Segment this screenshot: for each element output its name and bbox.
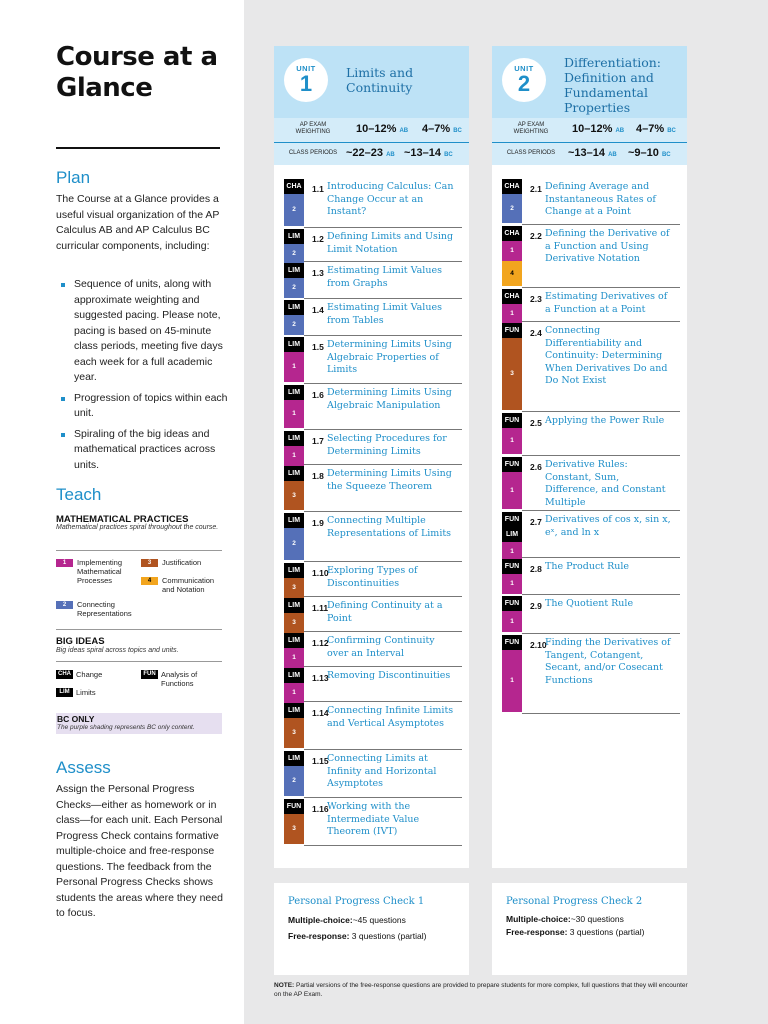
practice-swatch: 3 — [141, 559, 158, 567]
big-ideas-note: Big ideas spiral across topics and units. — [56, 647, 179, 654]
big-idea-change — [56, 670, 102, 679]
topic-row — [284, 668, 462, 703]
topic-divider — [522, 321, 680, 322]
footnote — [274, 981, 694, 999]
topic-number: 2.9 — [530, 601, 542, 611]
weighting-label: AP EXAM WEIGHTING — [295, 122, 331, 135]
big-idea-label: Analysis of Functions — [161, 670, 198, 688]
big-idea-label: Change — [76, 670, 103, 679]
big-idea-tag: CHA — [502, 289, 522, 304]
topic-number: 1.8 — [312, 471, 324, 481]
practice-number: 1 — [284, 352, 304, 382]
ppc-title[interactable]: Personal Progress Check 1 — [288, 896, 425, 907]
topic-number: 1.15 — [312, 756, 329, 766]
topic-number: 1.16 — [312, 804, 329, 814]
practices-note: Mathematical practices spiral throughout the course. — [56, 524, 219, 531]
practice-label: Implementing Mathematical Processes — [77, 558, 123, 585]
ppc-multiple-choice — [288, 915, 406, 925]
topic-title-link[interactable]: Estimating Limit Values from Graphs — [327, 265, 442, 289]
teach-heading: Teach — [56, 485, 102, 504]
topic-tag-bar — [284, 751, 304, 796]
big-idea-tag: LIM — [284, 229, 304, 244]
ppc-free-response — [288, 931, 426, 941]
practice-number: 1 — [502, 542, 522, 562]
big-idea-tag: LIM — [56, 688, 73, 697]
topic-divider — [522, 224, 680, 225]
big-idea-tag: LIM — [284, 466, 304, 481]
topic-row — [284, 385, 462, 431]
divider — [492, 142, 687, 143]
topic-title-link[interactable]: Connecting Limits at Infinity and Horizontal Asymptotes — [327, 753, 437, 789]
fr-label: Free-response: — [288, 931, 350, 941]
weighting-label: AP EXAM WEIGHTING — [513, 122, 549, 135]
ppc-multiple-choice — [506, 914, 624, 924]
topic-number: 2.1 — [530, 184, 542, 194]
sidebar — [0, 0, 244, 1024]
topic-row — [502, 635, 680, 715]
weighting-ab-value: 10–12% — [572, 123, 613, 135]
topic-tag-bar — [502, 323, 522, 410]
mc-label: Multiple-choice: — [288, 915, 353, 925]
practice-number: 1 — [502, 304, 522, 324]
topic-row — [502, 226, 680, 289]
unit-number-badge — [502, 58, 546, 102]
ppc-free-response — [506, 927, 644, 937]
topic-divider — [522, 510, 680, 511]
topic-title-link[interactable]: Derivative Rules: Constant, Sum, Difference, and Constant Multiple — [545, 459, 666, 508]
weighting-bc — [422, 123, 462, 135]
topic-number: 2.2 — [530, 231, 542, 241]
periods-ab-value: ~13–14 — [568, 147, 606, 159]
periods-ab — [568, 147, 617, 159]
topic-tag-bar — [284, 513, 304, 560]
list-item — [56, 277, 228, 386]
big-idea-tag: FUN — [502, 413, 522, 428]
assess-heading: Assess — [56, 758, 111, 777]
topic-number: 1.1 — [312, 184, 324, 194]
topic-divider — [522, 411, 680, 412]
weighting-bc-value: 4–7% — [636, 123, 665, 135]
topic-title-link[interactable]: Exploring Types of Discontinuities — [327, 565, 418, 589]
topic-divider — [304, 845, 462, 846]
practice-number: 2 — [502, 194, 522, 223]
topic-number: 2.7 — [530, 517, 542, 527]
big-idea-tag: LIM — [284, 300, 304, 315]
topic-tag-bar — [502, 635, 522, 712]
bc-label: BC — [453, 128, 462, 134]
big-idea-tag: LIM — [284, 431, 304, 446]
bc-label: BC — [444, 152, 453, 158]
periods-label: CLASS PERIODS — [288, 150, 338, 156]
topic-tag-bar — [284, 633, 304, 668]
topic-row — [502, 512, 680, 559]
unit-header — [274, 46, 469, 118]
unit-title: Differentiation: Definition and Fundamental Properties — [564, 55, 662, 115]
periods-ab — [346, 147, 395, 159]
topic-row — [502, 596, 680, 635]
mc-label: Multiple-choice: — [506, 914, 571, 924]
big-idea-tag: LIM — [502, 527, 522, 542]
topic-number: 1.14 — [312, 708, 329, 718]
topic-number: 1.12 — [312, 638, 329, 648]
topic-divider — [304, 464, 462, 465]
topic-row — [284, 431, 462, 466]
topic-row — [502, 323, 680, 413]
practice-swatch: 2 — [56, 601, 73, 609]
topic-divider — [304, 298, 462, 299]
divider — [274, 142, 469, 143]
topic-title-link[interactable]: Estimating Derivatives of a Function at a Point — [545, 291, 668, 315]
weighting-ab — [356, 123, 408, 135]
weighting-ab — [572, 123, 624, 135]
divider — [56, 629, 222, 630]
topic-number: 2.8 — [530, 564, 542, 574]
practice-label: Justification — [162, 558, 202, 567]
practice-number: 1 — [502, 472, 522, 509]
topic-number: 2.4 — [530, 328, 542, 338]
practice-number: 3 — [284, 814, 304, 844]
topic-row — [284, 633, 462, 668]
practice-legend-3 — [141, 558, 226, 567]
weighting-ab-value: 10–12% — [356, 123, 397, 135]
topic-title-link[interactable]: Working with the Intermediate Value Theorem (IVT) — [327, 801, 420, 837]
topic-number: 1.9 — [312, 518, 324, 528]
topic-title-link[interactable]: Removing Discontinuities — [327, 670, 451, 681]
topic-number: 1.7 — [312, 436, 324, 446]
topic-title-link[interactable]: Defining Average and Instantaneous Rates of Change at a Point — [545, 181, 656, 217]
unit-1-column — [274, 46, 469, 868]
plan-bullet-text: Progression of topics within each unit. — [74, 391, 228, 419]
big-idea-functions — [141, 670, 226, 688]
bc-only-box — [56, 713, 222, 734]
practice-number: 1 — [502, 650, 522, 712]
topic-divider — [304, 596, 462, 597]
topic-row — [284, 337, 462, 385]
topic-divider — [304, 261, 462, 262]
practice-legend-2 — [56, 600, 141, 618]
practices-heading: MATHEMATICAL PRACTICES — [56, 514, 189, 525]
topic-row — [502, 289, 680, 323]
practice-swatch: 1 — [56, 559, 73, 567]
page-title: Course at a Glance — [56, 42, 218, 103]
topic-number: 1.13 — [312, 673, 329, 683]
topic-tag-bar — [502, 457, 522, 509]
topic-row — [502, 179, 680, 226]
topic-title-link[interactable]: The Product Rule — [545, 561, 630, 572]
topic-title-link[interactable]: Determining Limits Using Algebraic Properties of Limits — [327, 339, 452, 375]
bc-label: BC — [661, 152, 671, 158]
topic-title-link[interactable]: Defining Continuity at a Point — [327, 600, 443, 624]
assess-text: Assign the Personal Progress Checks—either as homework or in class—for each unit. Each Personal Progress Check contains formative multiple-choice and free-response questions. The feedback from the Personal Progress Checks shows students the areas where they need to focus. — [56, 783, 223, 919]
divider — [56, 661, 222, 662]
ab-label: AB — [615, 128, 625, 134]
ab-label: AB — [608, 152, 617, 158]
big-idea-tag: LIM — [284, 385, 304, 400]
big-idea-tag: LIM — [284, 668, 304, 683]
big-idea-tag: FUN — [502, 512, 522, 527]
practice-number: 3 — [284, 613, 304, 633]
practice-number: 4 — [502, 261, 522, 286]
topic-row — [502, 413, 680, 457]
topic-title-link[interactable]: The Quotient Rule — [545, 598, 634, 609]
topic-title-link[interactable]: Selecting Procedures for Determining Limits — [327, 433, 447, 457]
fr-value: 3 questions (partial) — [569, 927, 645, 937]
practice-legend-1 — [56, 558, 141, 585]
big-idea-label: Limits — [76, 688, 96, 697]
topic-divider — [304, 797, 462, 798]
plan-bullet-text: Sequence of units, along with approximate weighting and suggested pacing. Please note, pacing is based on 45-minute class periods, meeting five days each week for a full academic year. — [74, 278, 223, 383]
big-idea-tag: FUN — [502, 559, 522, 574]
topic-title-link[interactable]: Determining Limits Using Algebraic Manipulation — [327, 387, 452, 411]
plan-bullet-list — [56, 277, 228, 478]
topic-tag-bar — [502, 226, 522, 286]
bullet-icon — [61, 397, 65, 401]
topic-title-link[interactable]: Finding the Derivatives of Tangent, Cotangent, Secant, and/or Cosecant Functions — [545, 637, 671, 686]
list-item — [56, 427, 228, 474]
topic-divider — [304, 666, 462, 667]
topic-row — [284, 598, 462, 633]
bc-only-heading: BC ONLY — [57, 714, 95, 724]
practice-number: 2 — [284, 194, 304, 226]
topic-title-link[interactable]: Defining the Derivative of a Function and Using Derivative Notation — [545, 228, 670, 264]
big-idea-tag: LIM — [284, 751, 304, 766]
topic-title-link[interactable]: Confirming Continuity over an Interval — [327, 635, 435, 659]
topic-divider — [304, 631, 462, 632]
mc-value: ~30 questions — [570, 914, 624, 924]
topic-row — [284, 263, 462, 300]
practice-number: 1 — [502, 241, 522, 261]
topic-row — [502, 457, 680, 512]
topic-divider — [522, 713, 680, 714]
topic-row — [284, 513, 462, 563]
unit-number: 1 — [299, 71, 313, 96]
practice-number: 1 — [502, 611, 522, 632]
topic-title-link[interactable]: Connecting Differentiability and Continuity: Determining When Derivatives Do and Do Not Exist — [545, 325, 668, 386]
topic-tag-bar — [284, 466, 304, 510]
practice-number: 1 — [284, 648, 304, 668]
topic-divider — [304, 383, 462, 384]
topic-tag-bar — [502, 512, 522, 562]
big-idea-tag: FUN — [502, 323, 522, 338]
topic-tag-bar — [502, 596, 522, 632]
practice-number: 1 — [502, 574, 522, 594]
personal-progress-check-2[interactable] — [492, 883, 687, 975]
big-idea-tag: CHA — [502, 179, 522, 194]
unit-weighting-band — [274, 118, 469, 165]
topic-divider — [304, 335, 462, 336]
big-idea-tag: LIM — [284, 563, 304, 578]
practice-number: 2 — [284, 278, 304, 298]
topic-divider — [522, 455, 680, 456]
title-divider — [56, 147, 220, 149]
topic-row — [284, 179, 462, 229]
topic-title-link[interactable]: Estimating Limit Values from Tables — [327, 302, 442, 326]
topic-tag-bar — [284, 229, 304, 264]
topic-tag-bar — [284, 668, 304, 703]
topic-number: 2.3 — [530, 294, 542, 304]
practice-number: 2 — [284, 244, 304, 264]
practice-number: 1 — [284, 683, 304, 703]
big-idea-tag: CHA — [502, 226, 522, 241]
topic-number: 1.3 — [312, 268, 324, 278]
unit-word: UNIT — [514, 64, 534, 73]
big-idea-tag: LIM — [284, 703, 304, 718]
weighting-bc-value: 4–7% — [422, 123, 451, 135]
practice-legend-4 — [141, 576, 226, 594]
plan-bullet-text: Spiraling of the big ideas and mathematical practices across units. — [74, 427, 216, 471]
topic-tag-bar — [284, 337, 304, 382]
bullet-icon — [61, 283, 65, 287]
bc-only-note: The purple shading represents BC only content. — [57, 724, 195, 731]
big-idea-tag: LIM — [284, 337, 304, 352]
topic-divider — [304, 701, 462, 702]
practice-number: 2 — [284, 766, 304, 796]
topic-tag-bar — [284, 179, 304, 226]
unit-number: 2 — [517, 71, 531, 96]
big-idea-tag: LIM — [284, 513, 304, 528]
big-idea-tag: FUN — [502, 457, 522, 472]
topic-divider — [304, 429, 462, 430]
periods-ab-value: ~22–23 — [346, 147, 384, 159]
periods-bc-value: ~9–10 — [628, 147, 659, 159]
topic-tag-bar — [502, 289, 522, 324]
ppc-title[interactable]: Personal Progress Check 2 — [506, 896, 643, 907]
topic-divider — [304, 561, 462, 562]
topic-number: 2.10 — [530, 640, 547, 650]
big-ideas-heading: BIG IDEAS — [56, 636, 105, 647]
ab-label: AB — [386, 152, 395, 158]
plan-intro: The Course at a Glance provides a useful visual organization of the AP Calculus AB and AP Calculus BC curricular components, including: — [56, 193, 220, 252]
topic-tag-bar — [284, 385, 304, 428]
topic-number: 1.10 — [312, 568, 329, 578]
bc-label: BC — [667, 128, 676, 134]
topic-row — [284, 300, 462, 337]
topic-row — [284, 799, 462, 847]
topic-tag-bar — [502, 179, 522, 223]
practice-number: 3 — [284, 481, 304, 510]
topic-row — [284, 229, 462, 263]
topic-tag-bar — [284, 263, 304, 298]
topic-title-link[interactable]: Determining Limits Using the Squeeze Theorem — [327, 468, 452, 492]
periods-label: CLASS PERIODS — [506, 150, 556, 156]
topic-divider — [522, 633, 680, 634]
topic-number: 1.2 — [312, 234, 324, 244]
big-idea-tag: FUN — [502, 596, 522, 611]
fr-label: Free-response: — [506, 927, 568, 937]
topic-tag-bar — [502, 413, 522, 454]
mc-value: ~45 questions — [352, 915, 406, 925]
practice-number: 1 — [284, 400, 304, 428]
note-label: NOTE: — [274, 982, 295, 989]
ab-label: AB — [399, 128, 409, 134]
topic-number: 2.6 — [530, 462, 542, 472]
topic-divider — [522, 557, 680, 558]
divider — [56, 550, 222, 551]
topic-tag-bar — [284, 563, 304, 598]
big-idea-tag: FUN — [502, 635, 522, 650]
fr-value: 3 questions (partial) — [351, 931, 427, 941]
topic-number: 1.11 — [312, 603, 329, 613]
topic-row — [284, 563, 462, 598]
unit-weighting-band — [492, 118, 687, 165]
big-idea-tag: FUN — [284, 799, 304, 814]
practice-label: Connecting Representations — [77, 600, 132, 618]
practice-number: 1 — [284, 446, 304, 466]
topic-tag-bar — [284, 598, 304, 633]
practice-swatch: 4 — [141, 577, 158, 585]
topic-divider — [304, 749, 462, 750]
unit-word: UNIT — [296, 64, 316, 73]
big-idea-tag: LIM — [284, 598, 304, 613]
periods-bc — [628, 147, 671, 159]
topic-divider — [522, 287, 680, 288]
personal-progress-check-1[interactable] — [274, 883, 469, 975]
topic-tag-bar — [284, 431, 304, 466]
big-idea-tag: LIM — [284, 263, 304, 278]
topic-title-link[interactable]: Applying the Power Rule — [545, 415, 665, 426]
periods-bc — [404, 147, 453, 159]
practice-number: 2 — [284, 528, 304, 560]
list-item — [56, 391, 228, 422]
unit-title: Limits and Continuity — [346, 65, 414, 95]
big-idea-tag: LIM — [284, 633, 304, 648]
practice-number: 1 — [502, 428, 522, 454]
big-idea-tag: FUN — [141, 670, 158, 679]
practice-number: 3 — [502, 338, 522, 410]
topic-tag-bar — [502, 559, 522, 594]
topic-tag-bar — [284, 799, 304, 844]
note-text: Partial versions of the free-response questions are provided to prepare students for more complex, full questions that they will encounter on the AP Exam. — [274, 982, 688, 998]
practice-number: 2 — [284, 315, 304, 335]
unit-number-badge — [284, 58, 328, 102]
topic-tag-bar — [284, 300, 304, 335]
big-idea-tag: CHA — [58, 671, 71, 677]
topic-title-link[interactable]: Defining Limits and Using Limit Notation — [327, 231, 454, 255]
plan-heading: Plan — [56, 168, 91, 187]
periods-bc-value: ~13–14 — [404, 147, 442, 159]
big-idea-tag: CHA — [284, 179, 304, 194]
unit-header — [492, 46, 687, 118]
practice-label: Communication and Notation — [162, 576, 215, 594]
topic-row — [502, 559, 680, 596]
topic-number: 1.4 — [312, 305, 324, 315]
topic-number: 1.6 — [312, 390, 324, 400]
topic-divider — [304, 227, 462, 228]
practice-number: 3 — [284, 718, 304, 748]
topic-title-link[interactable]: Connecting Infinite Limits and Vertical Asymptotes — [327, 705, 454, 729]
big-idea-limits — [56, 688, 96, 697]
topic-divider — [304, 511, 462, 512]
topic-title-link[interactable]: Connecting Multiple Representations of Limits — [327, 515, 452, 539]
topic-divider — [522, 594, 680, 595]
topic-row — [284, 703, 462, 751]
bullet-icon — [61, 433, 65, 437]
topic-title-link[interactable]: Introducing Calculus: Can Change Occur at an Instant? — [327, 181, 454, 217]
practice-number: 3 — [284, 578, 304, 598]
weighting-bc — [636, 123, 676, 135]
topic-tag-bar — [284, 703, 304, 748]
topic-number: 2.5 — [530, 418, 542, 428]
topic-title-link[interactable]: Derivatives of cos x, sin x, eˣ, and ln x — [545, 514, 671, 538]
topic-number: 1.5 — [312, 342, 324, 352]
unit-2-column — [492, 46, 687, 868]
topic-row — [284, 751, 462, 799]
topic-row — [284, 466, 462, 513]
